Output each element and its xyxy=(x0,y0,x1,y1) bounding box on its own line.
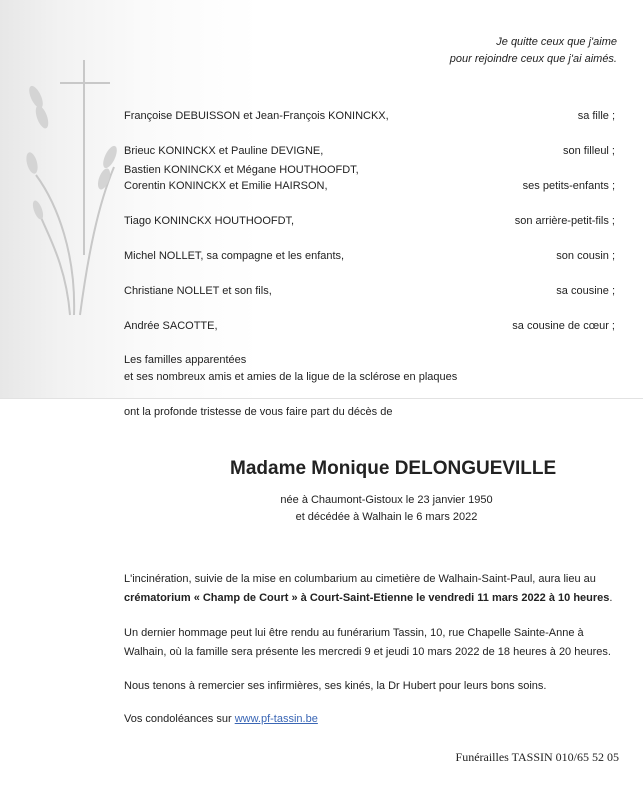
thanks-paragraph: Nous tenons à remercier ses infirmières, ses kinés, la Dr Hubert pour leurs bons soins. xyxy=(124,680,547,692)
death-line: et décédée à Walhain le 6 mars 2022 xyxy=(295,511,478,523)
epigraph xyxy=(450,34,617,68)
family-names: Michel NOLLET, sa compagne et les enfants, xyxy=(124,250,345,262)
family-row xyxy=(124,162,615,194)
cross-wheat-icon xyxy=(18,55,138,325)
ceremony-details: crématorium « Champ de Court » à Court-Saint-Etienne le vendredi 11 mars 2022 à 10 heures xyxy=(124,592,610,604)
epigraph-line-2: pour rejoindre ceux que j'ai aimés. xyxy=(449,53,617,65)
family-row xyxy=(124,283,615,299)
families-note-line-1: Les familles apparentées xyxy=(124,354,247,366)
family-row xyxy=(124,143,615,159)
family-row xyxy=(124,318,615,334)
family-row xyxy=(124,108,615,124)
condolences-text: Vos condoléances sur xyxy=(124,713,235,725)
tribute-paragraph: Un dernier hommage peut lui être rendu au funérarium Tassin, 10, rue Chapelle Sainte-Anne à Walhain, où la famille sera présente les mercredi 9 et jeudi 10 mars 2022 de 18 heures à 20 heures. xyxy=(124,627,611,658)
condolences-paragraph xyxy=(124,710,613,729)
funeral-home-footer: Funérailles TASSIN 010/65 52 05 xyxy=(455,750,619,764)
family-names: Brieuc KONINCKX et Pauline DEVIGNE, xyxy=(124,145,324,157)
family-relation: sa cousine de cœur ; xyxy=(512,320,615,332)
family-names: Andrée SACOTTE, xyxy=(124,320,218,332)
families-note xyxy=(124,352,457,386)
family-relation: son cousin ; xyxy=(556,250,615,262)
family-names: Françoise DEBUISSON et Jean-François KONINCKX, xyxy=(124,110,389,122)
family-names: Tiago KONINCKX HOUTHOOFDT, xyxy=(124,215,295,227)
family-row xyxy=(124,248,615,264)
birth-line: née à Chaumont-Gistoux le 23 janvier 1950 xyxy=(280,494,493,506)
ceremony-paragraph xyxy=(124,570,613,608)
ceremony-end: . xyxy=(609,592,613,604)
epigraph-line-1: Je quitte ceux que j'aime xyxy=(496,36,617,48)
family-relation: ses petits-enfants ; xyxy=(522,180,615,192)
ceremony-text: L'incinération, suivie de la mise en columbarium au cimetière de Walhain-Saint-Paul, aura lieu au xyxy=(124,573,596,585)
family-relation: son arrière-petit-fils ; xyxy=(514,215,615,227)
family-relation: sa fille ; xyxy=(577,110,615,122)
deceased-surname: DELONGUEVILLE xyxy=(394,458,557,479)
deceased-title: Madame Monique xyxy=(230,458,390,479)
fold-line xyxy=(0,398,643,399)
family-names: Bastien KONINCKX et Mégane HOUTHOOFDT, Corentin KONINCKX et Emilie HAIRSON, xyxy=(124,164,359,192)
families-note-line-2: et ses nombreux amis et amies de la ligue de la sclérose en plaques xyxy=(124,371,458,383)
birth-death-dates xyxy=(0,492,643,526)
deceased-name xyxy=(0,458,643,480)
family-row xyxy=(124,213,615,229)
family-relation: son filleul ; xyxy=(563,145,615,157)
family-relation: sa cousine ; xyxy=(556,285,615,297)
family-names: Christiane NOLLET et son fils, xyxy=(124,285,272,297)
condolences-link[interactable]: www.pf-tassin.be xyxy=(234,713,318,725)
announcement: ont la profonde tristesse de vous faire part du décès de xyxy=(124,406,393,418)
